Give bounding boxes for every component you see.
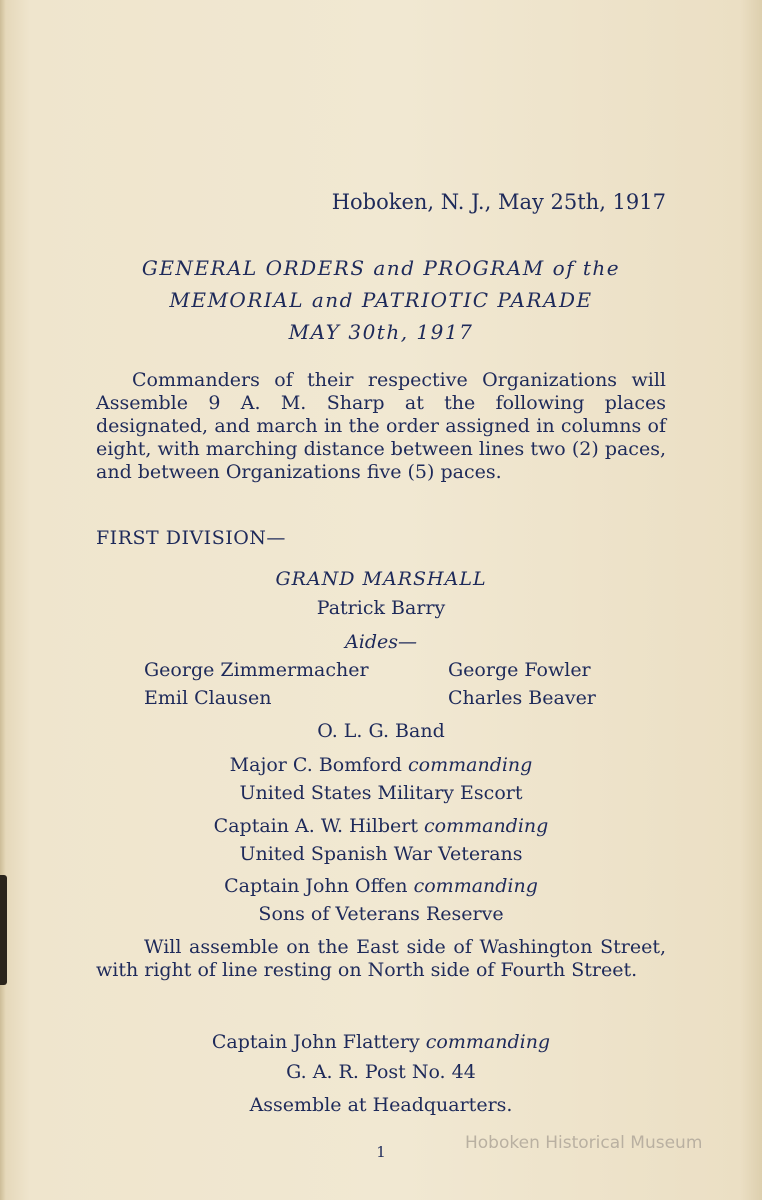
aide-name: Charles Beaver (448, 687, 596, 709)
commander-role: commanding (413, 875, 538, 897)
unit-commander-line (0, 815, 762, 837)
heading-line-2: MEMORIAL and PATRIOTIC PARADE (169, 288, 593, 312)
gar-unit: G. A. R. Post No. 44 (286, 1061, 476, 1083)
gar-assembly: Assemble at Headquarters. (249, 1094, 513, 1116)
unit-name: United States Military Escort (239, 782, 523, 804)
unit-name: United Spanish War Veterans (239, 843, 523, 865)
commander-role: commanding (408, 754, 533, 776)
grand-marshall-name: Patrick Barry (316, 597, 446, 619)
unit-commander-line (0, 754, 762, 776)
commander-role: commanding (424, 815, 549, 837)
gar-commander-line (0, 1031, 762, 1053)
aide-name: George Zimmermacher (144, 659, 369, 681)
page-number: 1 (376, 1143, 386, 1161)
division-title: FIRST DIVISION— (96, 527, 286, 549)
heading-line-3: MAY 30th, 1917 (288, 320, 474, 344)
aide-name: George Fowler (448, 659, 591, 681)
assembly-paragraph: Will assemble on the East side of Washington Street, with right of line resting on North side of Fourth Street. (96, 936, 666, 981)
unit-name: Sons of Veterans Reserve (258, 903, 504, 925)
commander-name: Major C. Bomford (229, 754, 402, 776)
commander-name: Captain A. W. Hilbert (213, 815, 418, 837)
commander-name: Captain John Flattery (211, 1031, 420, 1053)
commander-name: Captain John Offen (224, 875, 408, 897)
museum-watermark: Hoboken Historical Museum (465, 1133, 703, 1153)
date-line: Hoboken, N. J., May 25th, 1917 (331, 190, 666, 214)
band-name: O. L. G. Band (317, 720, 445, 742)
heading-line-1: GENERAL ORDERS and PROGRAM of the (141, 256, 621, 280)
commander-role: commanding (425, 1031, 551, 1053)
intro-paragraph: Commanders of their respective Organizations will Assemble 9 A. M. Sharp at the following places designated, and march in the order assigned in columns of eight, with marching distance between lines two (2) paces, and between Organizations five (5) paces. (96, 369, 666, 483)
unit-commander-line (0, 875, 762, 897)
grand-marshall-title: GRAND MARSHALL (275, 568, 487, 590)
aides-title: Aides— (345, 631, 417, 653)
aide-name: Emil Clausen (144, 687, 272, 709)
